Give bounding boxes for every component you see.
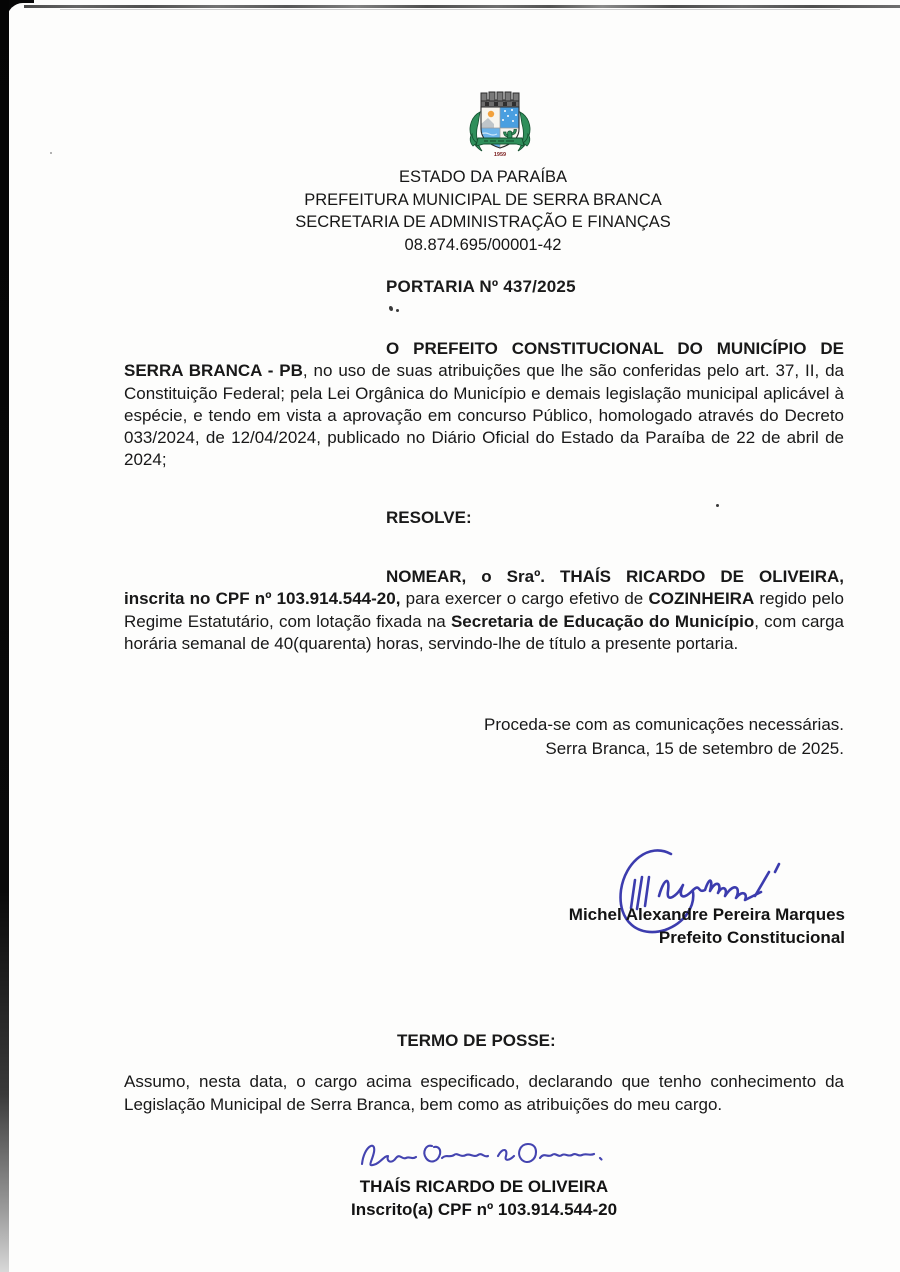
scan-edge-left-artifact — [0, 0, 9, 1272]
termo-paragraph: Assumo, nesta data, o cargo acima especificado, declarando que tenho conhecimento da Legislação Municipal de Serra Branca, bem como as atribuições do meu cargo. — [124, 1072, 844, 1114]
appointment-text-1: para exercer o cargo efetivo de — [400, 589, 649, 609]
appointee-cpf: Inscrito(a) CPF nº 103.914.544-20 — [350, 1199, 618, 1219]
appointment-role: COZINHEIRA — [648, 589, 755, 609]
preamble-rest-text: , no uso de suas atribuições que lhe são conferidas pelo art. 37, II, da Constituição Federal; pela Lei Orgânica do Município e demais legislação municipal aplicável à espécie, e tendo em vista a aprovação em concurso Público, homologado através do Decreto 033/2024, de 12/04/2024, publicado no Diário Oficial do Estado da Paraíba de 22 de abril de 2024; — [124, 361, 844, 470]
closing-block — [124, 713, 844, 760]
appointment-bold-name-cpf: NOMEAR, o Sraº. THAÍS RICARDO DE OLIVEIRA, inscrita no CPF nº 103.914.544-20, — [124, 567, 844, 609]
letterhead-cnpj: 08.874.695/00001-42 — [404, 235, 562, 254]
resolve-heading: RESOLVE: — [386, 508, 472, 527]
closing-date-line: Serra Branca, 15 de setembro de 2025. — [545, 738, 844, 758]
appointee-signature-block — [124, 1176, 844, 1222]
appointment-text-2: regido pelo Regime Estatutário, com lotação fixada na — [124, 589, 845, 631]
crest-year-label: 1959 — [493, 152, 507, 158]
appointee-name: THAÍS RICARDO DE OLIVEIRA — [359, 1177, 609, 1196]
serra-branca-coat-of-arms — [454, 90, 546, 172]
closing-instruction-line: Proceda-se com as comunicações necessárias. — [484, 715, 844, 734]
document-title: PORTARIA Nº 437/2025 — [386, 277, 576, 296]
preamble-bold-text: O PREFEITO CONSTITUCIONAL DO MUNICÍPIO DE SERRA BRANCA - PB — [124, 339, 844, 381]
paper-rounded-corner — [7, 3, 53, 49]
mayor-signature-block — [400, 903, 845, 949]
termo-de-posse-heading: TERMO DE POSSE: — [397, 1031, 556, 1050]
appointment-text-3: , com carga horária semanal de 40(quarenta) horas, servindo-lhe de título a presente portaria. — [124, 611, 844, 653]
appointee-handwritten-signature — [348, 1134, 612, 1180]
coat-of-arms-icon — [454, 90, 546, 172]
letterhead-secretariat-line: SECRETARIA DE ADMINISTRAÇÃO E FINANÇAS — [295, 213, 671, 232]
mural-crown-icon — [481, 92, 519, 107]
appointment-department: Secretaria de Educação do Município — [450, 611, 755, 631]
ink-speck — [716, 504, 719, 507]
preamble-paragraph — [124, 338, 844, 472]
mayor-name: Michel Alexandre Pereira Marques — [568, 905, 845, 924]
scan-edge-top-artifact-2 — [60, 9, 840, 10]
letterhead — [123, 166, 843, 256]
letterhead-municipality-line: PREFEITURA MUNICIPAL DE SERRA BRANCA — [304, 190, 662, 209]
scan-edge-top-artifact — [24, 5, 900, 8]
ink-speck — [396, 309, 399, 312]
appointment-paragraph — [124, 566, 844, 655]
letterhead-state-line: ESTADO DA PARAÍBA — [398, 168, 568, 186]
ink-speck — [50, 152, 52, 154]
mayor-title: Prefeito Constitucional — [658, 928, 845, 947]
ink-speck — [389, 306, 393, 311]
